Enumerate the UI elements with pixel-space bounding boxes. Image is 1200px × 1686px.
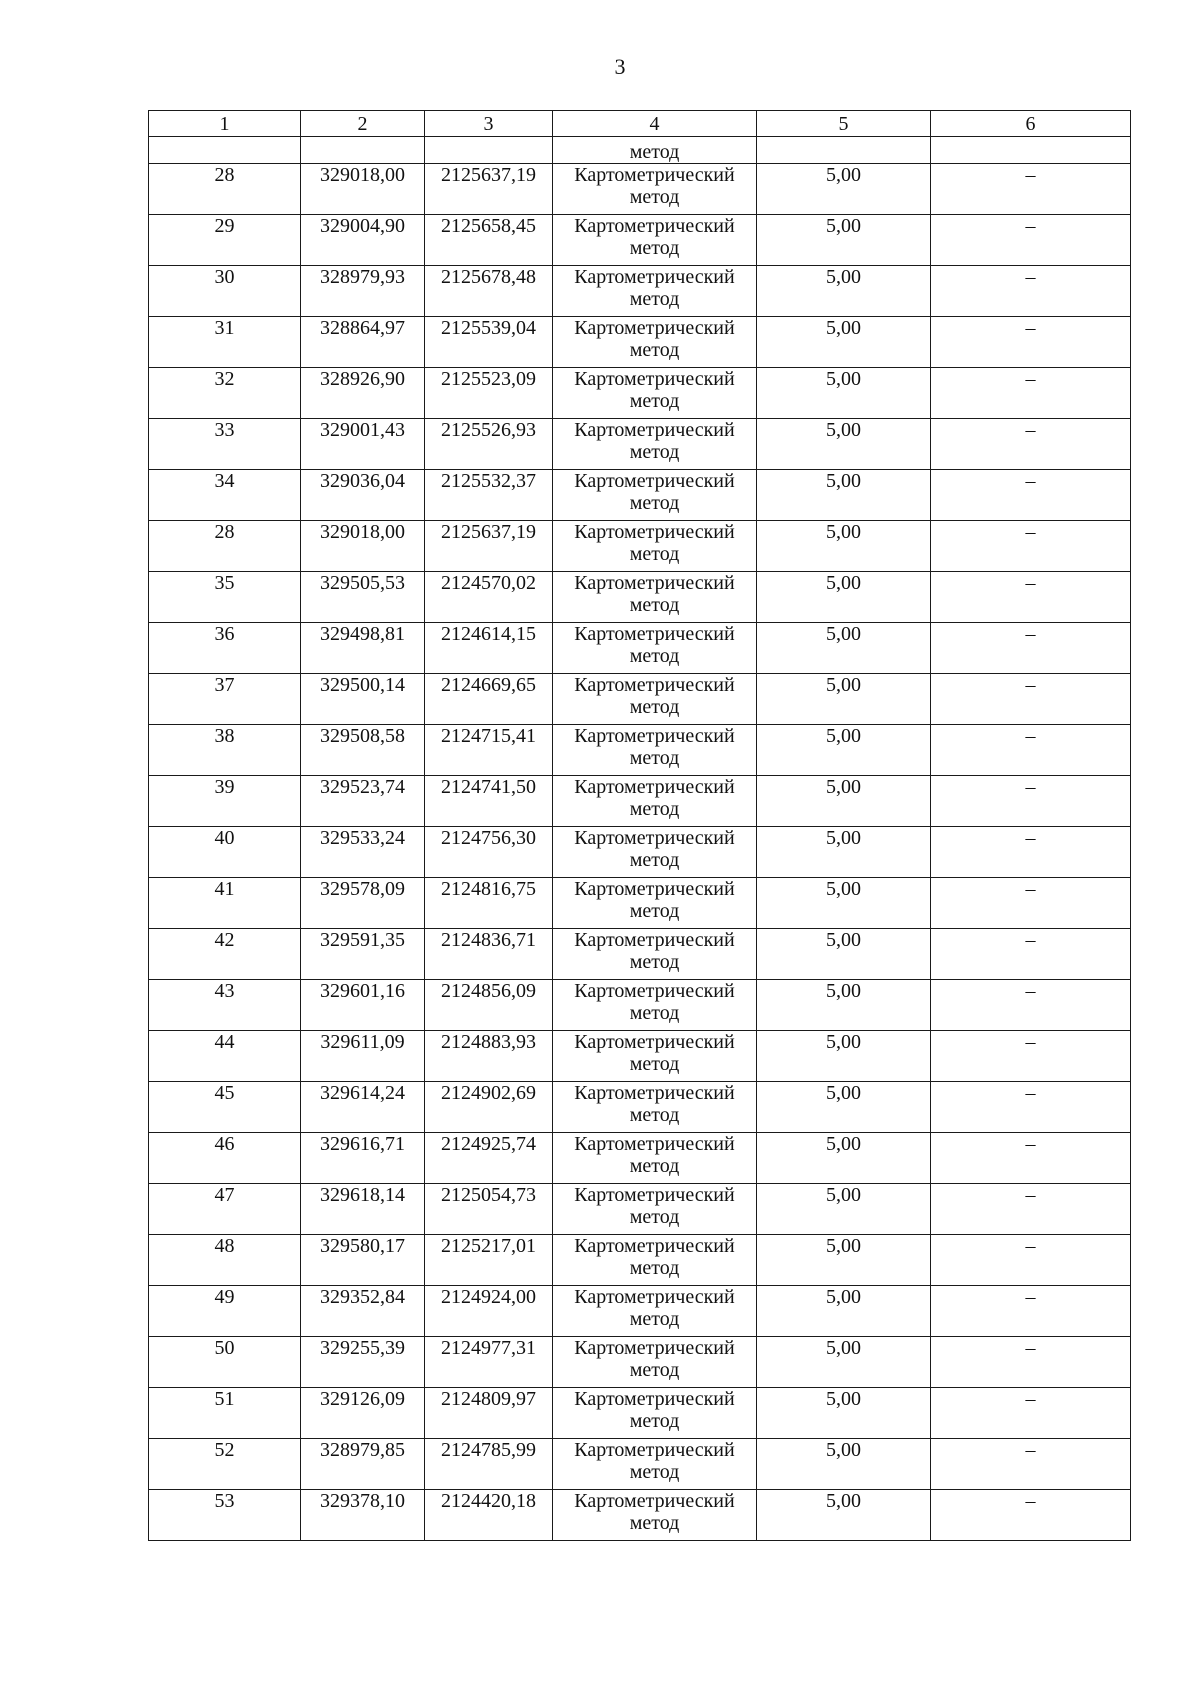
note-cell: – [931,317,1131,368]
x-coordinate-cell: 328979,85 [301,1439,425,1490]
table-row [149,1286,1131,1337]
table-row [149,368,1131,419]
x-coordinate-cell: 329255,39 [301,1337,425,1388]
y-coordinate-cell: 2125054,73 [425,1184,553,1235]
x-coordinate-cell: 329500,14 [301,674,425,725]
note-cell: – [931,419,1131,470]
method-suffix: метод [629,441,680,463]
method-name: Картометрический [574,1235,735,1257]
note-cell: – [931,929,1131,980]
y-coordinate-cell: 2124816,75 [425,878,553,929]
y-coordinate-cell: 2124977,31 [425,1337,553,1388]
continuation-cell-3 [425,137,553,164]
method-name: Картометрический [574,1439,735,1461]
point-number-cell: 37 [149,674,301,725]
accuracy-cell: 5,00 [757,572,931,623]
method-cell [553,317,757,368]
accuracy-cell: 5,00 [757,776,931,827]
method-suffix: метод [629,645,680,667]
x-coordinate-cell: 329614,24 [301,1082,425,1133]
method-cell [553,215,757,266]
point-number-cell: 41 [149,878,301,929]
point-number-cell: 29 [149,215,301,266]
continuation-cell-2 [301,137,425,164]
y-coordinate-cell: 2124902,69 [425,1082,553,1133]
note-cell: – [931,572,1131,623]
method-name: Картометрический [574,725,735,747]
column-header-3: 3 [425,111,553,137]
method-suffix: метод [629,900,680,922]
y-coordinate-cell: 2124809,97 [425,1388,553,1439]
y-coordinate-cell: 2125532,37 [425,470,553,521]
table-body [149,111,1131,1541]
method-suffix: метод [629,1410,680,1432]
accuracy-cell: 5,00 [757,368,931,419]
accuracy-cell: 5,00 [757,521,931,572]
method-cell [553,164,757,215]
method-name: Картометрический [574,827,735,849]
x-coordinate-cell: 329352,84 [301,1286,425,1337]
method-suffix: метод [629,951,680,973]
point-number-cell: 38 [149,725,301,776]
method-cell [553,1337,757,1388]
point-number-cell: 40 [149,827,301,878]
accuracy-cell: 5,00 [757,470,931,521]
method-cell [553,1490,757,1541]
method-suffix: метод [629,1461,680,1483]
point-number-cell: 39 [149,776,301,827]
method-cell [553,929,757,980]
method-name: Картометрический [574,521,735,543]
y-coordinate-cell: 2125678,48 [425,266,553,317]
method-cell [553,1235,757,1286]
method-name: Картометрический [574,1337,735,1359]
x-coordinate-cell: 329616,71 [301,1133,425,1184]
y-coordinate-cell: 2124883,93 [425,1031,553,1082]
method-suffix: метод [629,1206,680,1228]
table-row [149,1031,1131,1082]
method-name: Картометрический [574,776,735,798]
method-suffix: метод [629,288,680,310]
note-cell: – [931,1184,1131,1235]
method-name: Картометрический [574,623,735,645]
y-coordinate-cell: 2124669,65 [425,674,553,725]
method-suffix: метод [629,1257,680,1279]
accuracy-cell: 5,00 [757,1184,931,1235]
method-suffix: метод [629,492,680,514]
x-coordinate-cell: 329018,00 [301,521,425,572]
table-row [149,1133,1131,1184]
method-suffix: метод [629,747,680,769]
continuation-cell-5 [757,137,931,164]
table-row [149,878,1131,929]
method-cell [553,725,757,776]
point-number-cell: 47 [149,1184,301,1235]
x-coordinate-cell: 329018,00 [301,164,425,215]
column-header-1: 1 [149,111,301,137]
accuracy-cell: 5,00 [757,1439,931,1490]
note-cell: – [931,1439,1131,1490]
method-cell [553,1286,757,1337]
point-number-cell: 45 [149,1082,301,1133]
method-name: Картометрический [574,929,735,951]
point-number-cell: 28 [149,164,301,215]
method-name: Картометрический [574,164,735,186]
method-name: Картометрический [574,470,735,492]
method-name: Картометрический [574,1388,735,1410]
x-coordinate-cell: 328979,93 [301,266,425,317]
x-coordinate-cell: 329036,04 [301,470,425,521]
table-row [149,980,1131,1031]
x-coordinate-cell: 328864,97 [301,317,425,368]
accuracy-cell: 5,00 [757,674,931,725]
method-cell [553,623,757,674]
note-cell: – [931,1133,1131,1184]
table-row [149,1235,1131,1286]
method-cell [553,521,757,572]
x-coordinate-cell: 328926,90 [301,368,425,419]
method-cell [553,878,757,929]
accuracy-cell: 5,00 [757,1337,931,1388]
y-coordinate-cell: 2124785,99 [425,1439,553,1490]
point-number-cell: 31 [149,317,301,368]
accuracy-cell: 5,00 [757,419,931,470]
note-cell: – [931,980,1131,1031]
x-coordinate-cell: 329505,53 [301,572,425,623]
accuracy-cell: 5,00 [757,1082,931,1133]
accuracy-cell: 5,00 [757,1235,931,1286]
accuracy-cell: 5,00 [757,929,931,980]
method-suffix: метод [629,1359,680,1381]
table-row [149,1490,1131,1541]
point-number-cell: 35 [149,572,301,623]
method-name: Картометрический [574,1286,735,1308]
point-number-cell: 53 [149,1490,301,1541]
point-number-cell: 44 [149,1031,301,1082]
continuation-cell-1 [149,137,301,164]
method-suffix: метод [629,798,680,820]
point-number-cell: 46 [149,1133,301,1184]
method-suffix: метод [629,1155,680,1177]
method-cell [553,572,757,623]
method-name: Картометрический [574,878,735,900]
table-row [149,1184,1131,1235]
point-number-cell: 42 [149,929,301,980]
table-row [149,419,1131,470]
x-coordinate-cell: 329601,16 [301,980,425,1031]
method-name: Картометрический [574,1082,735,1104]
table-row [149,929,1131,980]
x-coordinate-cell: 329126,09 [301,1388,425,1439]
y-coordinate-cell: 2124715,41 [425,725,553,776]
method-name: Картометрический [574,1184,735,1206]
point-number-cell: 43 [149,980,301,1031]
method-cell [553,1082,757,1133]
accuracy-cell: 5,00 [757,266,931,317]
continuation-method-cell: метод [553,137,757,164]
column-header-6: 6 [931,111,1131,137]
note-cell: – [931,878,1131,929]
note-cell: – [931,1337,1131,1388]
y-coordinate-cell: 2125658,45 [425,215,553,266]
method-suffix: метод [629,1104,680,1126]
method-name: Картометрический [574,215,735,237]
method-suffix: метод [629,696,680,718]
y-coordinate-cell: 2124741,50 [425,776,553,827]
x-coordinate-cell: 329004,90 [301,215,425,266]
method-suffix: метод [629,237,680,259]
accuracy-cell: 5,00 [757,1286,931,1337]
note-cell: – [931,1286,1131,1337]
y-coordinate-cell: 2124420,18 [425,1490,553,1541]
note-cell: – [931,623,1131,674]
note-cell: – [931,368,1131,419]
method-suffix: метод [629,186,680,208]
x-coordinate-cell: 329498,81 [301,623,425,674]
x-coordinate-cell: 329508,58 [301,725,425,776]
accuracy-cell: 5,00 [757,725,931,776]
accuracy-cell: 5,00 [757,878,931,929]
accuracy-cell: 5,00 [757,980,931,1031]
y-coordinate-cell: 2125526,93 [425,419,553,470]
method-name: Картометрический [574,980,735,1002]
note-cell: – [931,266,1131,317]
y-coordinate-cell: 2124836,71 [425,929,553,980]
x-coordinate-cell: 329618,14 [301,1184,425,1235]
accuracy-cell: 5,00 [757,1031,931,1082]
method-cell [553,1439,757,1490]
table-row [149,725,1131,776]
method-cell [553,368,757,419]
method-cell [553,1031,757,1082]
column-header-5: 5 [757,111,931,137]
method-cell [553,470,757,521]
table-row [149,674,1131,725]
x-coordinate-cell: 329001,43 [301,419,425,470]
continuation-row [149,137,1131,164]
continuation-cell-6 [931,137,1131,164]
method-cell [553,827,757,878]
y-coordinate-cell: 2125539,04 [425,317,553,368]
method-cell [553,419,757,470]
x-coordinate-cell: 329533,24 [301,827,425,878]
table-row [149,521,1131,572]
y-coordinate-cell: 2125217,01 [425,1235,553,1286]
x-coordinate-cell: 329378,10 [301,1490,425,1541]
accuracy-cell: 5,00 [757,1388,931,1439]
point-number-cell: 52 [149,1439,301,1490]
y-coordinate-cell: 2124856,09 [425,980,553,1031]
method-suffix: метод [629,1002,680,1024]
y-coordinate-cell: 2125637,19 [425,521,553,572]
note-cell: – [931,1490,1131,1541]
note-cell: – [931,674,1131,725]
table-row [149,623,1131,674]
note-cell: – [931,725,1131,776]
coordinates-table [148,110,1131,1541]
method-suffix: метод [629,1053,680,1075]
method-name: Картометрический [574,674,735,696]
note-cell: – [931,164,1131,215]
accuracy-cell: 5,00 [757,1490,931,1541]
method-name: Картометрический [574,1133,735,1155]
method-name: Картометрический [574,572,735,594]
method-suffix: метод [629,849,680,871]
accuracy-cell: 5,00 [757,215,931,266]
method-cell [553,1133,757,1184]
y-coordinate-cell: 2124925,74 [425,1133,553,1184]
column-header-2: 2 [301,111,425,137]
note-cell: – [931,1235,1131,1286]
accuracy-cell: 5,00 [757,827,931,878]
table-row [149,1337,1131,1388]
point-number-cell: 50 [149,1337,301,1388]
point-number-cell: 51 [149,1388,301,1439]
table-row [149,1439,1131,1490]
method-cell [553,266,757,317]
header-row [149,111,1131,137]
accuracy-cell: 5,00 [757,317,931,368]
table-row [149,266,1131,317]
x-coordinate-cell: 329523,74 [301,776,425,827]
table-row [149,164,1131,215]
point-number-cell: 30 [149,266,301,317]
method-cell [553,674,757,725]
method-name: Картометрический [574,1031,735,1053]
method-name: Картометрический [574,266,735,288]
note-cell: – [931,827,1131,878]
method-cell [553,1184,757,1235]
y-coordinate-cell: 2124614,15 [425,623,553,674]
method-name: Картометрический [574,317,735,339]
y-coordinate-cell: 2124756,30 [425,827,553,878]
method-name: Картометрический [574,368,735,390]
x-coordinate-cell: 329580,17 [301,1235,425,1286]
y-coordinate-cell: 2124570,02 [425,572,553,623]
point-number-cell: 34 [149,470,301,521]
note-cell: – [931,1388,1131,1439]
table-row [149,317,1131,368]
table-row [149,1082,1131,1133]
method-suffix: метод [629,594,680,616]
table-row [149,572,1131,623]
point-number-cell: 49 [149,1286,301,1337]
page-number: 3 [614,54,626,79]
point-number-cell: 28 [149,521,301,572]
y-coordinate-cell: 2124924,00 [425,1286,553,1337]
accuracy-cell: 5,00 [757,623,931,674]
y-coordinate-cell: 2125523,09 [425,368,553,419]
point-number-cell: 48 [149,1235,301,1286]
x-coordinate-cell: 329591,35 [301,929,425,980]
method-suffix: метод [629,543,680,565]
point-number-cell: 32 [149,368,301,419]
table-row [149,215,1131,266]
table-row [149,1388,1131,1439]
point-number-cell: 36 [149,623,301,674]
note-cell: – [931,1082,1131,1133]
accuracy-cell: 5,00 [757,1133,931,1184]
method-name: Картометрический [574,1490,735,1512]
method-suffix: метод [629,339,680,361]
method-cell [553,776,757,827]
x-coordinate-cell: 329578,09 [301,878,425,929]
note-cell: – [931,776,1131,827]
note-cell: – [931,470,1131,521]
method-name: Картометрический [574,419,735,441]
note-cell: – [931,521,1131,572]
method-suffix: метод [629,1512,680,1534]
method-cell [553,980,757,1031]
table-row [149,776,1131,827]
method-suffix: метод [629,390,680,412]
table-row [149,827,1131,878]
note-cell: – [931,215,1131,266]
accuracy-cell: 5,00 [757,164,931,215]
column-header-4: 4 [553,111,757,137]
method-suffix: метод [629,1308,680,1330]
point-number-cell: 33 [149,419,301,470]
table-row [149,470,1131,521]
y-coordinate-cell: 2125637,19 [425,164,553,215]
method-cell [553,1388,757,1439]
note-cell: – [931,1031,1131,1082]
x-coordinate-cell: 329611,09 [301,1031,425,1082]
